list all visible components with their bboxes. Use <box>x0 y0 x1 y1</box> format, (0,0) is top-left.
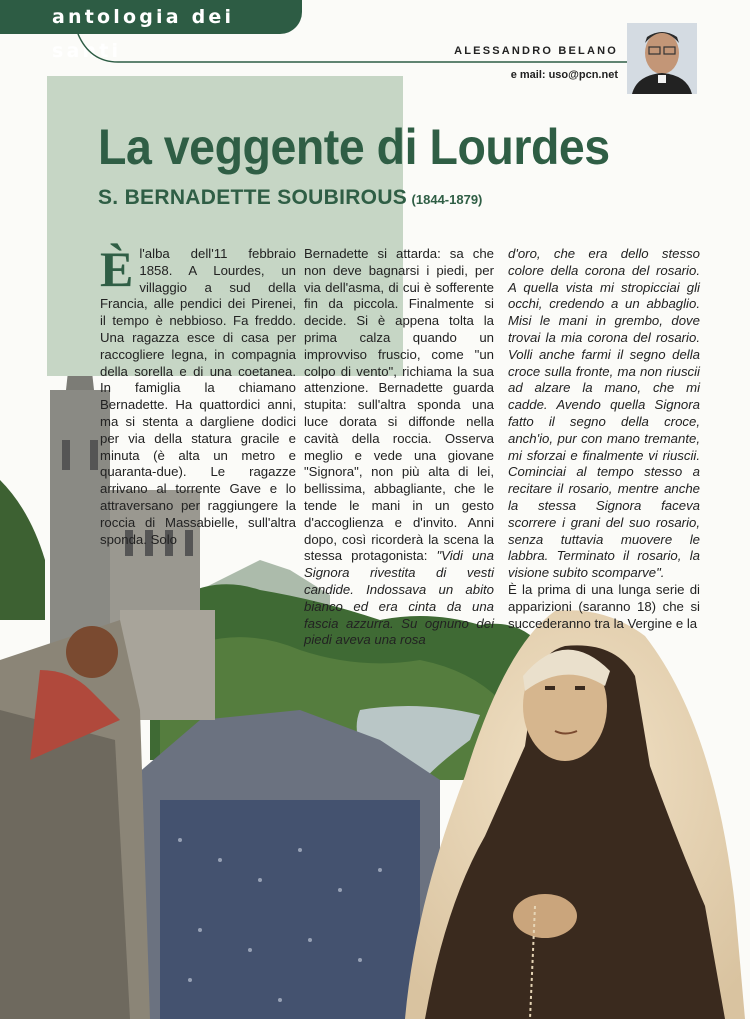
article-title: La veggente di Lourdes <box>98 119 610 175</box>
author-email: e mail: uso@pcn.net <box>510 69 618 81</box>
author-name: ALESSANDRO BELANO <box>454 45 618 57</box>
bernadette-portrait <box>405 606 748 1019</box>
section-tab: antologia dei santi <box>0 0 302 34</box>
drop-cap: È <box>100 241 134 297</box>
article-column-2 <box>304 246 494 649</box>
author-photo <box>627 23 697 94</box>
article-subtitle <box>98 186 482 210</box>
column-3-quote: d'oro, che era dello stesso colore della corona del rosario. A quella vista mi stropicciai gli occhi, credendo a un abbaglio. Misi le mani in grembo, dove trovai la mia corona del rosario. Volli anche farmi il segno della croce sulla fronte, ma non riuscii ad alzare la mano, che mi cadde. Avendo quella Signora fatto il segno della croce, anch'io, pur con mano tremante, mi sforzai e finalmente vi riuscii. Cominciai al tempo stesso a recitare il rosario, mentre anche la stessa Signora faceva scorrere i grani del suo rosario, senza tuttavia muovere le labbra. Terminato il rosario, la visione subito scomparve". <box>508 246 700 581</box>
subtitle-years: (1844-1879) <box>411 192 483 207</box>
column-1-text: l'alba dell'11 febbraio 1858. A Lourdes, un villaggio a sud della Francia, alle pendici dei Pirenei, il tempo è nebbioso. Fa freddo. Una ragazza esce di casa per raccogliere legna, in compagnia della sorella e di una coetanea. In famiglia la chiamano Bernadette. Ha quattordici anni, ma si stenta a dargliene dodici per via della statura gracile e minuta (è alta un metro e quaranta-due). Le ragazze arrivano al torrente Gave e lo attraversano per raggiungere la roccia di Massabielle, sull'altra sponda. Solo <box>100 246 296 547</box>
column-2-quote: "Vidi una Signora rivestita di vesti candide. Indossava un abito bianco ed era cinta da una fascia azzurra. Su ognuno dei piedi aveva una rosa <box>304 548 494 648</box>
column-3-text: È la prima di una lunga serie di apparizioni (saranno 18) che si succederanno tra la Vergine e la <box>508 581 700 631</box>
article-column-3 <box>508 246 700 632</box>
subtitle-name: S. BERNADETTE SOUBIROUS <box>98 186 408 209</box>
article-column-1 <box>100 241 296 548</box>
column-2-text: Bernadette si attarda: sa che non deve bagnarsi i piedi, per via dell'asma, di cui è sofferente fin da piccola. Finalmente si decide. Si è appena tolta la prima calza quando un improvviso fruscio, come "un colpo di vento", richiama la sua attenzione. Bernadette guarda stupita: sull'altra sponda una luce dorata si diffonde nella cavità della roccia. Osserva meglio e vede una giovane "Signora", non più alta di lei, bellissima, abbagliante, che le tende le mani in un gesto d'accoglienza e d'invito. Anni dopo, così ricorderà la scena la stessa protagonista: <box>304 246 494 564</box>
